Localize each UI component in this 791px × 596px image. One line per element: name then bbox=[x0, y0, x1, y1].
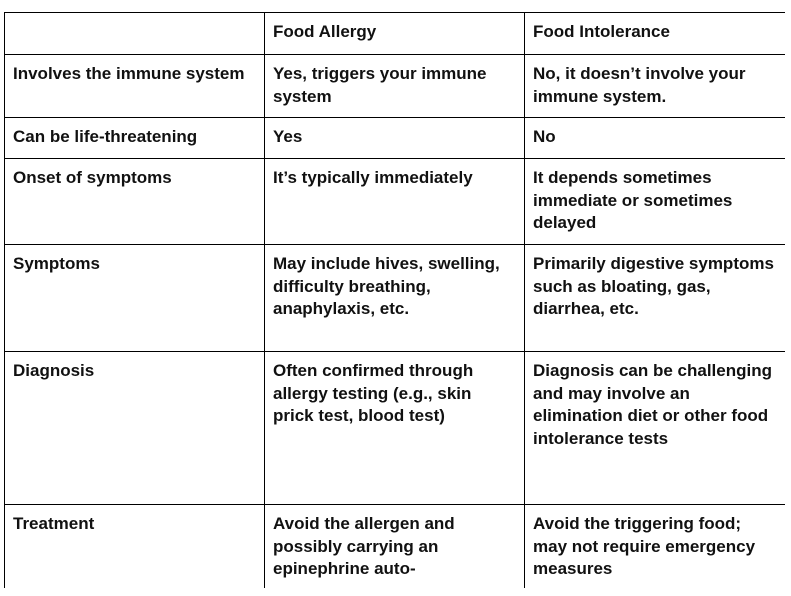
header-cell-food-allergy: Food Allergy bbox=[265, 13, 525, 55]
allergy-cell: Yes bbox=[265, 118, 525, 159]
intolerance-cell: Avoid the triggering food; may not require emergency measures bbox=[525, 505, 786, 589]
row-label-treatment: Treatment bbox=[5, 505, 265, 589]
table-header-row bbox=[5, 13, 786, 55]
intolerance-cell: No bbox=[525, 118, 786, 159]
row-label-symptoms: Symptoms bbox=[5, 245, 265, 352]
allergy-cell: Avoid the allergen and possibly carrying an epinephrine auto- bbox=[265, 505, 525, 589]
row-label-diagnosis: Diagnosis bbox=[5, 352, 265, 505]
table-row bbox=[5, 118, 786, 159]
intolerance-cell: It depends sometimes immediate or sometimes delayed bbox=[525, 159, 786, 245]
header-cell-empty bbox=[5, 13, 265, 55]
row-label-immune-system: Involves the immune system bbox=[5, 55, 265, 118]
allergy-cell: Often confirmed through allergy testing (e.g., skin prick test, blood test) bbox=[265, 352, 525, 505]
table-row bbox=[5, 245, 786, 352]
table-row bbox=[5, 55, 786, 118]
table-row bbox=[5, 352, 786, 505]
intolerance-cell: Diagnosis can be challenging and may involve an elimination diet or other food intolerance tests bbox=[525, 352, 786, 505]
allergy-cell: Yes, triggers your immune system bbox=[265, 55, 525, 118]
comparison-table bbox=[4, 12, 785, 588]
allergy-cell: May include hives, swelling, difficulty breathing, anaphylaxis, etc. bbox=[265, 245, 525, 352]
table-row bbox=[5, 159, 786, 245]
table-row bbox=[5, 505, 786, 589]
allergy-cell: It’s typically immediately bbox=[265, 159, 525, 245]
intolerance-cell: Primarily digestive symptoms such as bloating, gas, diarrhea, etc. bbox=[525, 245, 786, 352]
header-cell-food-intolerance: Food Intolerance bbox=[525, 13, 786, 55]
row-label-onset: Onset of symptoms bbox=[5, 159, 265, 245]
comparison-table-container bbox=[4, 12, 785, 588]
intolerance-cell: No, it doesn’t involve your immune system. bbox=[525, 55, 786, 118]
row-label-life-threatening: Can be life-threatening bbox=[5, 118, 265, 159]
